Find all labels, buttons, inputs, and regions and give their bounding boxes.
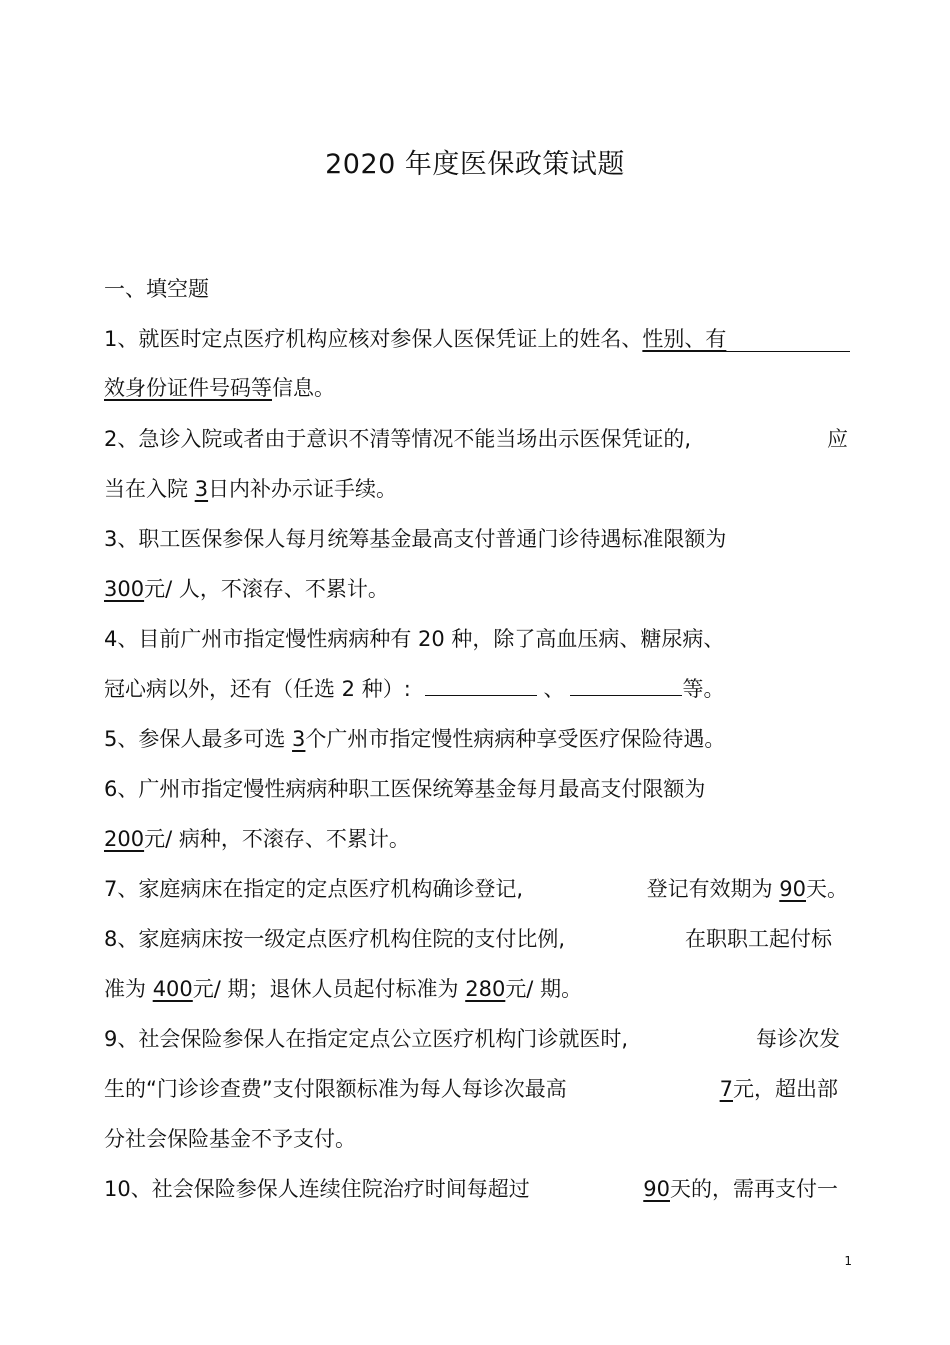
question-6-line-2 [104, 824, 410, 854]
question-3-line-2 [104, 574, 389, 604]
question-8-text-3: 元/ 期；退休人员起付标准为 [192, 977, 466, 1001]
question-7-answer: 90 [779, 877, 806, 901]
question-7-line-1: 7、家庭病床在指定的定点医疗机构确诊登记, [104, 877, 524, 901]
question-1-answer-cont: 效身份证件号码等 [104, 376, 272, 400]
question-8-text-4: 元/ 期。 [505, 977, 583, 1001]
question-1-underline [678, 351, 850, 352]
question-8-text-2: 准为 [104, 977, 153, 1001]
question-5-answer: 3 [292, 727, 306, 751]
question-6-text-2: 元/ 病种，不滚存、不累计。 [144, 827, 410, 851]
question-7-text-right [647, 874, 848, 904]
question-8-answer-2: 280 [465, 977, 506, 1001]
page-number: 1 [844, 1254, 852, 1268]
question-3-line-1: 3、职工医保参保人每月统筹基金最高支付普通门诊待遇标准限额为 [104, 527, 727, 551]
question-4-separator: 、 [543, 677, 565, 701]
question-8-line-2 [104, 974, 582, 1004]
question-4-text-2: 冠心病以外，还有（任选 2 种）: [104, 677, 411, 701]
question-1-text-end: 信息。 [272, 376, 335, 400]
question-10-text-right [643, 1174, 838, 1204]
question-8-answer-1: 400 [152, 977, 193, 1001]
question-4-blank-2[interactable] [570, 677, 682, 696]
question-5-line-1 [104, 724, 725, 754]
question-7-text-3: 天。 [806, 877, 848, 901]
question-7-text-2: 登记有效期为 [646, 877, 780, 901]
question-9-answer: 7 [719, 1077, 733, 1101]
question-4-line-1: 4、目前广州市指定慢性病病种有 20 种，除了高血压病、糖尿病、 [104, 627, 725, 651]
question-9-text-right-2 [720, 1074, 838, 1104]
question-9-text-right: 每诊次发 [756, 1027, 840, 1051]
question-2-text-2: 当在入院 [104, 477, 195, 501]
question-1-text: 1、就医时定点医疗机构应核对参保人医保凭证上的姓名、 [104, 327, 643, 351]
question-10-text-2: 天的，需再支付一 [670, 1177, 838, 1201]
question-4-line-2 [104, 674, 724, 704]
question-1-line-1 [104, 324, 726, 354]
question-1-answer: 性别、有 [642, 327, 727, 351]
question-10-line-1: 10、社会保险参保人连续住院治疗时间每超过 [104, 1177, 530, 1201]
question-9-line-3: 分社会保险基金不予支付。 [104, 1127, 356, 1151]
question-4-blank-1[interactable] [425, 677, 537, 696]
question-1-line-2 [104, 373, 335, 403]
section-heading: 一、填空题 [104, 277, 209, 301]
question-6-line-1: 6、广州市指定慢性病病种职工医保统筹基金每月最高支付限额为 [104, 777, 706, 801]
question-2-text-3: 日内补办示证手续。 [208, 477, 398, 501]
question-9-line-1: 9、社会保险参保人在指定定点公立医疗机构门诊就医时, [104, 1027, 629, 1051]
question-8-text-right: 在职职工起付标 [685, 927, 832, 951]
question-2-line-1: 2、急诊入院或者由于意识不清等情况不能当场出示医保凭证的, [104, 427, 692, 451]
question-5-text-2: 个广州市指定慢性病病种享受医疗保险待遇。 [305, 727, 726, 751]
question-2-line-2 [104, 474, 397, 504]
question-10-answer: 90 [643, 1177, 670, 1201]
question-6-answer: 200 [104, 827, 145, 851]
page-title: 2020 年度医保政策试题 [325, 149, 625, 180]
question-2-text-right: 应 [827, 427, 848, 451]
question-3-answer: 300 [104, 577, 145, 601]
question-8-line-1: 8、家庭病床按一级定点医疗机构住院的支付比例, [104, 927, 566, 951]
question-4-text-end: 等。 [682, 677, 725, 701]
question-2-answer: 3 [194, 477, 209, 501]
question-5-text: 5、参保人最多可选 [104, 727, 293, 751]
question-9-line-2: 生的“门诊诊查费”支付限额标准为每人每诊次最高 [104, 1077, 567, 1101]
question-9-text-3: 元，超出部 [733, 1077, 838, 1101]
question-3-text-2: 元/ 人，不滚存、不累计。 [144, 577, 389, 601]
